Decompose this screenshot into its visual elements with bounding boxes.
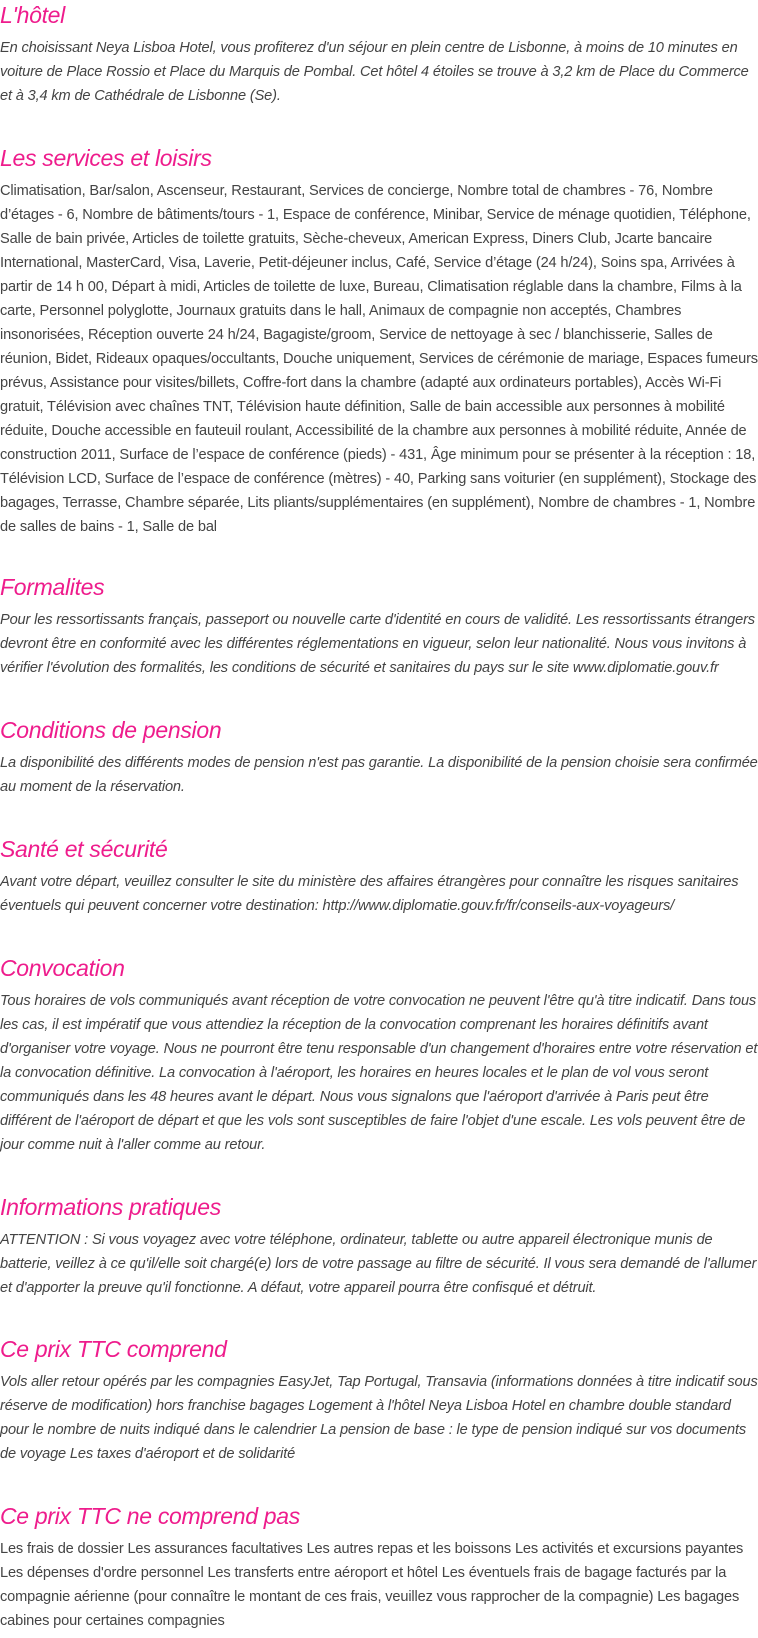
section-services bbox=[0, 143, 758, 539]
section-text-informations: ATTENTION : Si vous voyagez avec votre téléphone, ordinateur, tablette ou autre appareil électronique munis de batterie, veillez à ce qu'il/elle soit chargé(e) lors de votre passage au filtre de sécurité. Il vous sera demandé de l'allumer et d'apporter la preuve qu'il fonctionne. A défaut, votre appareil pourra être confisqué et détruit. bbox=[0, 1232, 757, 1296]
section-title-pension: Conditions de pension bbox=[0, 717, 222, 743]
section-title-formalites: Formalites bbox=[0, 574, 105, 600]
section-prix-comprend bbox=[0, 1334, 758, 1466]
section-convocation bbox=[0, 953, 758, 1157]
section-text-prix-ne-comprend-pas: Les frais de dossier Les assurances facultatives Les autres repas et les boissons Les activités et excursions payantes Les dépenses d'ordre personnel Les transferts entre aéroport et hôtel Les éventuels frais de bagage facturés par la compagnie aérienne (pour connaître le montant de ces frais, veuillez vous rapprocher de la compagnie) Les bagages cabines pour certaines compagnies bbox=[0, 1541, 744, 1629]
section-title-prix-ne-comprend-pas: Ce prix TTC ne comprend pas bbox=[0, 1503, 300, 1529]
section-informations bbox=[0, 1192, 758, 1300]
section-hotel bbox=[0, 0, 758, 108]
section-title-prix-comprend: Ce prix TTC comprend bbox=[0, 1336, 227, 1362]
section-title-sante: Santé et sécurité bbox=[0, 836, 168, 862]
section-title-informations: Informations pratiques bbox=[0, 1194, 221, 1220]
section-text-pension: La disponibilité des différents modes de pension n'est pas garantie. La disponibilité de la pension choisie sera confirmée au moment de la réservation. bbox=[0, 755, 758, 795]
section-text-hotel: En choisissant Neya Lisboa Hotel, vous profiterez d'un séjour en plein centre de Lisbonne, à moins de 10 minutes en voiture de Place Rossio et Place du Marquis de Pombal. Cet hôtel 4 étoiles se trouve à 3,2 km de Place du Commerce et à 3,4 km de Cathédrale de Lisbonne (Se). bbox=[0, 40, 749, 104]
section-formalites bbox=[0, 572, 758, 680]
section-title-hotel: L'hôtel bbox=[0, 2, 65, 28]
section-text-convocation: Tous horaires de vols communiqués avant réception de votre convocation ne peuvent l'être qu'à titre indicatif. Dans tous les cas, il est impératif que vous attendiez la réception de la convocation comprenant les horaires définitifs avant d'organiser votre voyage. Nous ne pourront être tenu responsable d'un changement d'horaires entre votre réservation et la convocation définitive. La convocation à l'aéroport, les horaires en heures locales et le plan de vol vous seront communiqués dans les 48 heures avant le départ. Nous vous signalons que l'aéroport d'arrivée à Paris peut être différent de l'aéroport de départ et que les vols sont susceptibles de faire l'objet d'une escale. Les vols peuvent être de jour comme nuit à l'aller comme au retour. bbox=[0, 993, 758, 1153]
section-title-services: Les services et loisirs bbox=[0, 145, 212, 171]
section-title-convocation: Convocation bbox=[0, 955, 125, 981]
section-text-services: Climatisation, Bar/salon, Ascenseur, Restaurant, Services de concierge, Nombre total de chambres - 76, Nombre d’étages - 6, Nombre de bâtiments/tours - 1, Espace de conférence, Minibar, Service de ménage quotidien, Téléphone, Salle de bain privée, Articles de toilette gratuits, Sèche-cheveux, American Express, Diners Club, Jcarte bancaire International, MasterCard, Visa, Laverie, Petit-déjeuner inclus, Café, Service d’étage (24 h/24), Soins spa, Arrivées à partir de 14 h 00, Départ à midi, Articles de toilette de luxe, Bureau, Climatisation réglable dans la chambre, Films à la carte, Personnel polyglotte, Journaux gratuits dans le hall, Animaux de compagnie non acceptés, Chambres insonorisées, Réception ouverte 24 h/24, Bagagiste/groom, Service de nettoyage à sec / blanchisserie, Salles de réunion, Bidet, Rideaux opaques/occultants, Douche uniquement, Services de cérémonie de mariage, Espaces fumeurs prévus, Assistance pour visites/billets, Coffre-fort dans la chambre (adapté aux ordinateurs portables), Accès Wi-Fi gratuit, Télévision avec chaînes TNT, Télévision haute définition, Salle de bain accessible aux personnes à mobilité réduite, Douche accessible en fauteuil roulant, Accessibilité de la chambre aux personnes à mobilité réduite, Année de construction 2011, Surface de l’espace de conférence (pieds) - 431, Âge minimum pour se présenter à la réception : 18, Télévision LCD, Surface de l’espace de conférence (mètres) - 40, Parking sans voiturier (en supplément), Stockage des bagages, Terrasse, Chambre séparée, Lits pliants/supplémentaires (en supplément), Nombre de chambres - 1, Nombre de salles de bains - 1, Salle de bal bbox=[0, 183, 758, 535]
section-pension bbox=[0, 715, 758, 799]
section-sante bbox=[0, 834, 758, 918]
section-text-formalites: Pour les ressortissants français, passeport ou nouvelle carte d'identité en cours de validité. Les ressortissants étrangers devront être en conformité avec les différentes réglementations en vigueur, selon leur nationalité. Nous vous invitons à vérifier l'évolution des formalités, les conditions de sécurité et sanitaires du pays sur le site www.diplomatie.gouv.fr bbox=[0, 612, 755, 676]
section-text-sante: Avant votre départ, veuillez consulter le site du ministère des affaires étrangères pour connaître les risques sanitaires éventuels qui peuvent concerner votre destination: http://www.diplomatie.gouv.fr/fr/conseils-aux-voyageurs/ bbox=[0, 874, 739, 914]
section-text-prix-comprend: Vols aller retour opérés par les compagnies EasyJet, Tap Portugal, Transavia (informations données à titre indicatif sous réserve de modification) hors franchise bagages Logement à l'hôtel Neya Lisboa Hotel en chambre double standard pour le nombre de nuits indiqué dans le calendrier La pension de base : le type de pension indiqué sur vos documents de voyage Les taxes d'aéroport et de solidarité bbox=[0, 1374, 758, 1462]
section-prix-ne-comprend-pas bbox=[0, 1501, 758, 1633]
